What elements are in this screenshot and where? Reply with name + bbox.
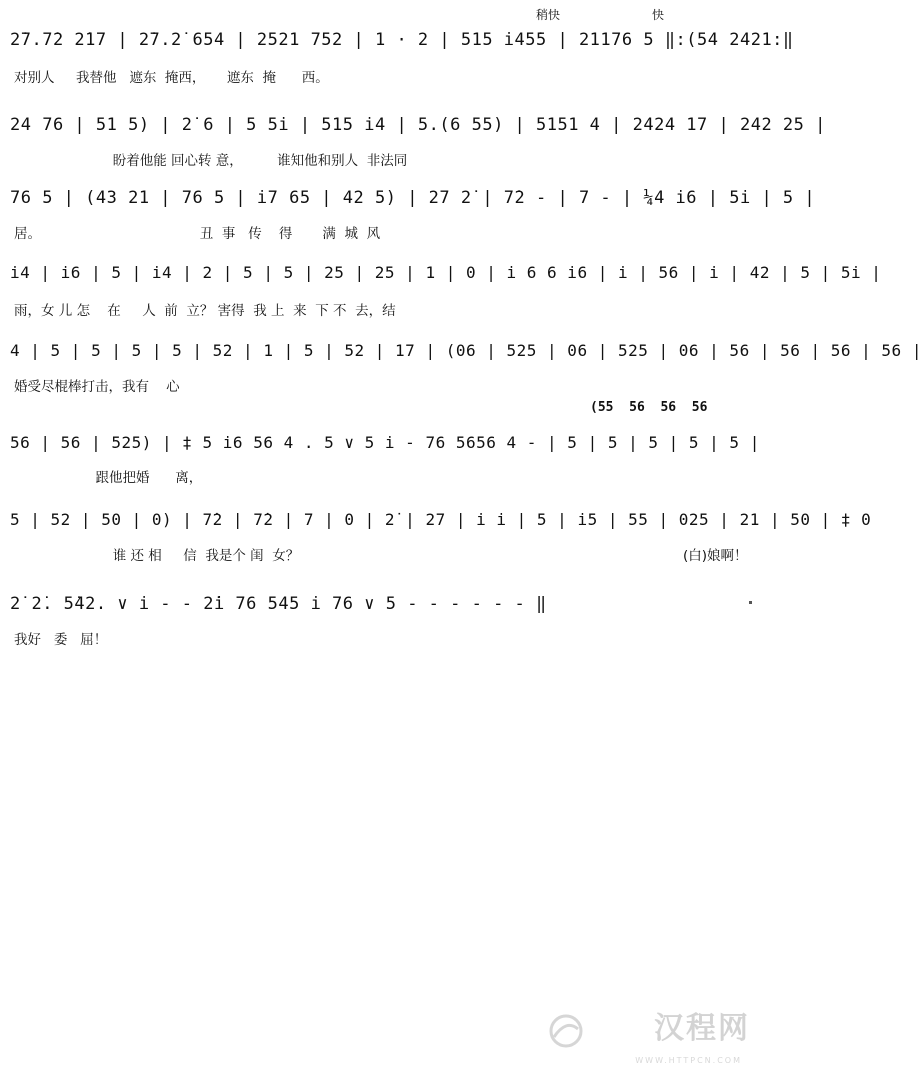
notation-line: 56 | 56 | 525) | ‡ 5 i6 56 4 . 5 ∨ 5 i - 76 5656 4 - | 5 | 5 | 5 | 5 | 5 | <box>10 433 760 452</box>
notation-line: 5 | 52 | 50 | 0) | 7̇2 | 7̇2 | 7 | 0 | 2̇ | 27 | i i | 5 | i5 | 55 | 025 | 21 | 50 | ‡ 0 <box>10 510 872 529</box>
lyrics-line: 跟他把婚 离， <box>14 470 203 486</box>
stray-mark <box>749 601 752 604</box>
notation-line: 2̇7.7̇2 2̇17 | 2̇7.2̇ 654 | 2521 752 | 1 · 2 | 515 i45̇5 | 21176 5 ‖:(54 2421:‖ <box>10 30 794 50</box>
lyrics-line: 我好 委 屈！ <box>14 632 108 648</box>
lyrics-line: 婚受尽棍棒打击，我有 心 <box>14 379 180 395</box>
spoken-aside: (白)娘啊！ <box>683 548 748 564</box>
tempo-mark-fast: 快 <box>652 8 665 22</box>
lyrics-line: 对别人 我替他 遮东 掩西， 遮东 掩 西。 <box>14 70 329 86</box>
notation-line: 2̇ 2̇. 5̇42. ∨ i - - 2̇i 76 545 i 76 ∨ 5 - - - - - - ‖ <box>10 594 547 614</box>
lyrics-line: 盼着他能 回心转 意， 谁知他和别人 非法同 <box>14 153 408 169</box>
notation-line: 4 | 5 | 5 | 5 | 5 | 52 | 1 | 5 | 52 | 17 | (06 | 525 | 06 | 525 | 06 | 56 | 56 | 56 | 56 | <box>10 341 922 360</box>
notation-line: i4 | i6 | 5 | i4 | 2 | 5 | 5 | 25 | 25 | 1 | 0 | i 6 6 i6 | i | 56 | i | 42 | 5 | 5i | <box>10 263 882 282</box>
bracketed-accompaniment: (55 56 56 56 <box>590 400 708 415</box>
lyrics-line: 雨，女 儿 怎 在 人 前 立？ 害得 我 上 来 下 不 去，结 <box>14 303 396 319</box>
watermark-text: 汉程网 <box>654 1011 750 1046</box>
tempo-mark-slightly-fast: 稍快 <box>536 8 561 22</box>
notation-line: 76 5 | (43 21 | 76 5 | i7 65 | 42 5) | 27 2̇ | 7̇2 - | 7 - | ¼4 i6 | 5i | 5 | <box>10 188 816 208</box>
watermark-url: WWW.HTTPCN.COM <box>635 1056 742 1065</box>
notation-line: 24 76 | 51 5) | 2̇ 6 | 5 5i | 515 i4 | 5.(6 55) | 5151 4 | 2424 17 | 242 25 | <box>10 115 826 135</box>
lyrics-line: 居。 丑 事 传 得 满 城 风 <box>14 226 381 242</box>
watermark-logo-icon <box>544 1011 588 1051</box>
lyrics-line: 谁 还 相 信 我是个 闺 女？ <box>14 548 300 564</box>
